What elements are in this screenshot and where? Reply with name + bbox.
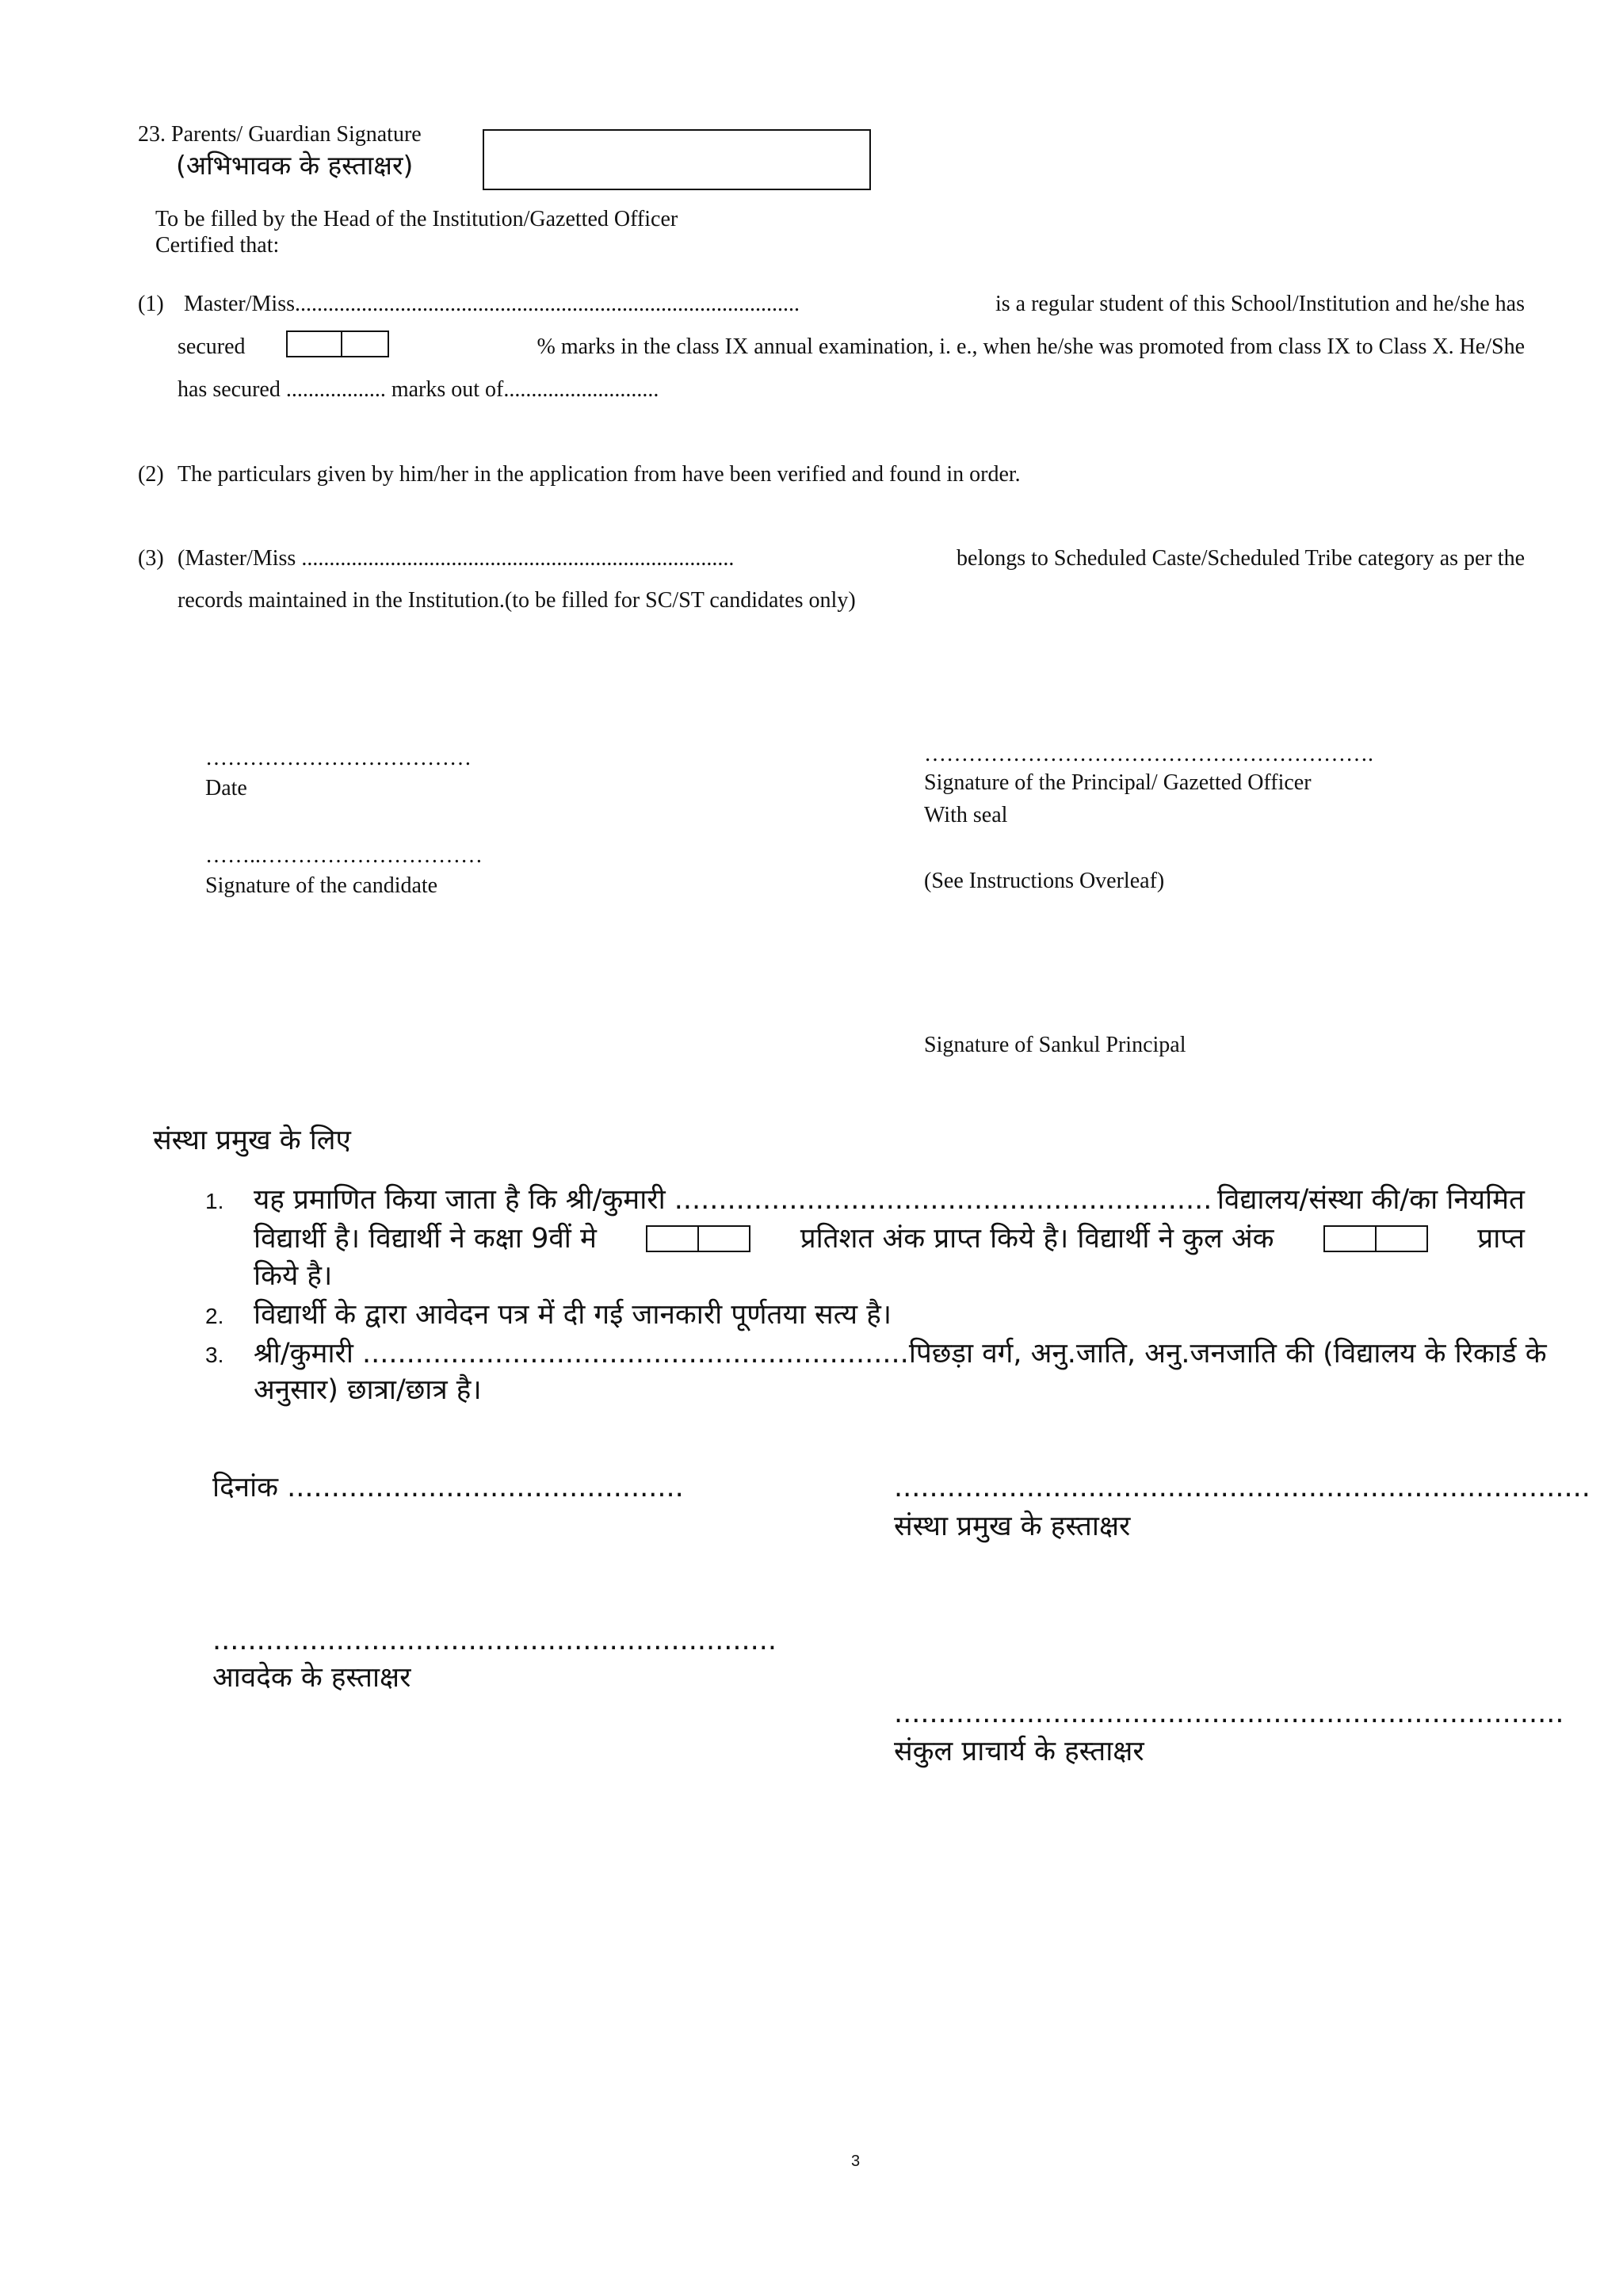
parent-signature-label: 23. Parents/ Guardian Signature — [138, 122, 422, 147]
hindi-item-2-text: विद्यार्थी के द्वारा आवेदन पत्र में दी गई जानकारी पूर्णतया सत्य है। — [254, 1299, 892, 1331]
hindi-name-field[interactable]: यह प्रमाणित किया जाता है कि श्री/कुमारी ............................................................. — [254, 1184, 1212, 1216]
hindi-total-marks-box[interactable] — [1323, 1225, 1428, 1252]
hindi-obtained-text: प्राप्त — [1477, 1223, 1525, 1255]
parent-signature-box[interactable] — [483, 129, 871, 190]
hindi-percent-box[interactable] — [646, 1225, 750, 1252]
hindi-sankul-signature-dots[interactable]: ............................................................................ — [894, 1698, 1564, 1729]
hindi-percent-digit-2[interactable] — [697, 1227, 749, 1251]
hindi-head-signature-label: संस्था प्रमुख के हस्ताक्षर — [894, 1511, 1131, 1542]
sankul-principal-signature-label: Signature of Sankul Principal — [924, 1033, 1186, 1057]
hindi-head-signature-dots[interactable]: ............................................................................... — [894, 1472, 1591, 1503]
hindi-sankul-signature-label: संकुल प्राचार्य के हस्ताक्षर — [894, 1736, 1144, 1767]
certified-that: Certified that: — [155, 233, 280, 258]
hindi-applicant-signature-dots[interactable]: ................................................................ — [212, 1625, 777, 1656]
cert-item-3-text: belongs to Scheduled Caste/Scheduled Tribe category as per the — [957, 546, 1525, 571]
hindi-applicant-signature-label: आवदेक के हस्ताक्षर — [212, 1662, 411, 1694]
secured-label: secured — [178, 334, 246, 359]
cert-item-1-text: is a regular student of this School/Institution and he/she has — [995, 292, 1525, 316]
hindi-item-3-line1 — [254, 1334, 1547, 1373]
hindi-item-1-number: 1. — [205, 1189, 224, 1213]
principal-signature-dots[interactable]: ……………………………………………………. — [924, 742, 1373, 766]
head-note-line1: To be filled by the Head of the Institution/Gazetted Officer — [155, 207, 678, 231]
cert-item-1-line1 — [184, 288, 1525, 320]
hindi-class-9-text: विद्यार्थी है। विद्यार्थी ने कक्षा 9वीं मे — [254, 1223, 597, 1255]
cert-item-2-text: The particulars given by him/her in the application from have been verified and found in order. — [178, 462, 1021, 487]
hindi-item-3-number: 3. — [205, 1343, 224, 1367]
hindi-total-digit-2[interactable] — [1375, 1227, 1426, 1251]
hindi-item-1-line2 — [254, 1219, 1525, 1259]
hindi-date-field[interactable]: दिनांक ............................................. — [212, 1472, 684, 1503]
hindi-item-1-line3: किये है। — [254, 1260, 333, 1292]
cert-item-1-line3[interactable]: has secured .................. marks out of............................ — [178, 377, 659, 402]
hindi-item-1-text-end: विद्यालय/संस्था की/का नियमित — [1216, 1184, 1525, 1216]
see-instructions-note: (See Instructions Overleaf) — [924, 869, 1165, 893]
cert-item-2-number: (2) — [138, 462, 164, 487]
cert-item-1-line2: % marks in the class IX annual examination, i. e., when he/she was promoted from class IX to Class X. He/She — [537, 334, 1525, 359]
hindi-item-3-line2: अनुसार) छात्रा/छात्र है। — [254, 1374, 482, 1406]
cert-item-3-line2: records maintained in the Institution.(to be filled for SC/ST candidates only) — [178, 588, 856, 613]
hindi-item-3-text: पिछड़ा वर्ग, अनु.जाति, अनु.जनजाति की (विद्यालय के रिकार्ड के — [908, 1338, 1547, 1370]
with-seal-label: With seal — [924, 803, 1008, 827]
hindi-item-2-number: 2. — [205, 1304, 224, 1328]
hindi-total-digit-1[interactable] — [1325, 1227, 1375, 1251]
hindi-marks-text: प्रतिशत अंक प्राप्त किये है। विद्यार्थी ने कुल अंक — [800, 1223, 1274, 1255]
hindi-item-1-line1 — [254, 1180, 1525, 1220]
hindi-section-heading: संस्था प्रमुख के लिए — [153, 1125, 351, 1156]
sc-st-name-field[interactable]: (Master/Miss .............................................................................. — [178, 546, 735, 571]
principal-signature-label: Signature of the Principal/ Gazetted Officer — [924, 770, 1312, 795]
parent-signature-label-hindi: (अभिभावक के हस्ताक्षर) — [176, 150, 414, 181]
cert-item-1-number: (1) — [138, 292, 164, 316]
class-ix-percent-box[interactable] — [286, 330, 389, 357]
cert-item-3-number: (3) — [138, 546, 164, 571]
page-number: 3 — [851, 2153, 861, 2170]
hindi-category-name-field[interactable]: श्री/कुमारी .............................................................. — [254, 1338, 909, 1370]
master-miss-field[interactable]: Master/Miss........................................................................................... — [184, 292, 800, 316]
cert-item-3-line1 — [178, 543, 1525, 575]
percent-digit-1[interactable] — [288, 332, 341, 356]
percent-digit-2[interactable] — [341, 332, 388, 356]
date-dots[interactable]: ……………………………… — [205, 746, 472, 770]
candidate-signature-dots[interactable]: ……..………………………… — [205, 843, 483, 868]
hindi-percent-digit-1[interactable] — [647, 1227, 697, 1251]
candidate-signature-label: Signature of the candidate — [205, 873, 438, 898]
date-label: Date — [205, 776, 247, 800]
